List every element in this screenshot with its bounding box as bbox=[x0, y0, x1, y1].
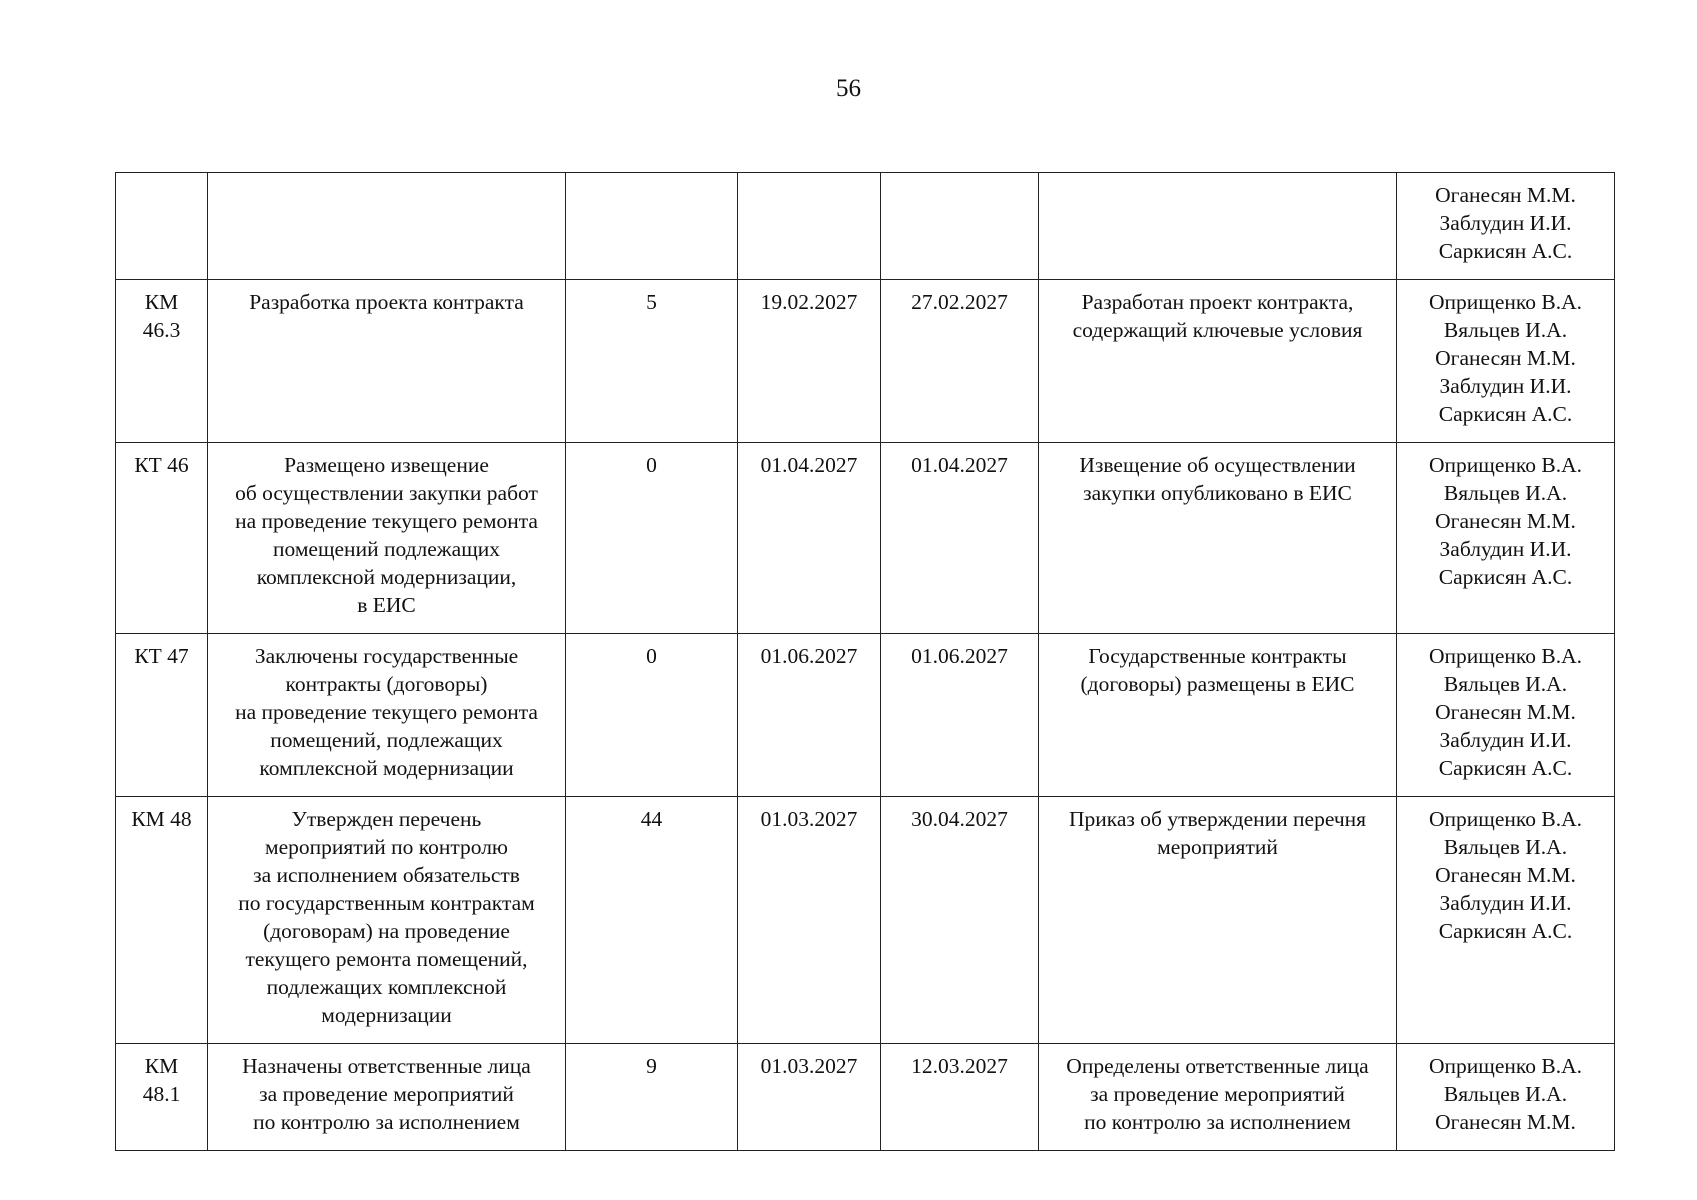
cell-duration: 0 bbox=[566, 443, 738, 634]
cell-start-date: 01.04.2027 bbox=[738, 443, 881, 634]
table-row bbox=[116, 280, 1615, 443]
cell-start-date: 01.03.2027 bbox=[738, 1044, 881, 1151]
plan-table bbox=[115, 172, 1615, 1151]
cell-code: КТ 47 bbox=[116, 634, 208, 797]
cell-result: Государственные контракты (договоры) размещены в ЕИС bbox=[1039, 634, 1397, 797]
cell-responsible: Оприщенко В.А. Вяльцев И.А. Оганесян М.М. Заблудин И.И. Саркисян А.С. bbox=[1397, 634, 1615, 797]
cell-result: Разработан проект контракта, содержащий ключевые условия bbox=[1039, 280, 1397, 443]
cell-duration: 5 bbox=[566, 280, 738, 443]
cell-end-date: 12.03.2027 bbox=[881, 1044, 1039, 1151]
cell-name: Утвержден перечень мероприятий по контролю за исполнением обязательств по государственным контрактам (договорам) на проведение текущего ремонта помещений, подлежащих комплексной модернизации bbox=[208, 797, 566, 1044]
cell-result: Приказ об утверждении перечня мероприятий bbox=[1039, 797, 1397, 1044]
cell-responsible: Оприщенко В.А. Вяльцев И.А. Оганесян М.М. Заблудин И.И. Саркисян А.С. bbox=[1397, 797, 1615, 1044]
cell-start-date: 01.06.2027 bbox=[738, 634, 881, 797]
cell-end-date: 27.02.2027 bbox=[881, 280, 1039, 443]
cell-responsible: Оприщенко В.А. Вяльцев И.А. Оганесян М.М. bbox=[1397, 1044, 1615, 1151]
table-row bbox=[116, 443, 1615, 634]
cell-start-date: 01.03.2027 bbox=[738, 797, 881, 1044]
cell-duration bbox=[566, 173, 738, 280]
cell-code: КТ 46 bbox=[116, 443, 208, 634]
cell-start-date bbox=[738, 173, 881, 280]
cell-name: Заключены государственные контракты (договоры) на проведение текущего ремонта помещений, подлежащих комплексной модернизации bbox=[208, 634, 566, 797]
cell-end-date: 01.04.2027 bbox=[881, 443, 1039, 634]
cell-name: Размещено извещение об осуществлении закупки работ на проведение текущего ремонта помещений подлежащих комплексной модернизации, в ЕИС bbox=[208, 443, 566, 634]
cell-end-date: 01.06.2027 bbox=[881, 634, 1039, 797]
cell-name bbox=[208, 173, 566, 280]
table-row bbox=[116, 173, 1615, 280]
cell-duration: 9 bbox=[566, 1044, 738, 1151]
cell-result: Определены ответственные лица за проведение мероприятий по контролю за исполнением bbox=[1039, 1044, 1397, 1151]
cell-end-date bbox=[881, 173, 1039, 280]
cell-responsible: Оприщенко В.А. Вяльцев И.А. Оганесян М.М. Заблудин И.И. Саркисян А.С. bbox=[1397, 280, 1615, 443]
cell-code bbox=[116, 173, 208, 280]
cell-duration: 0 bbox=[566, 634, 738, 797]
cell-end-date: 30.04.2027 bbox=[881, 797, 1039, 1044]
cell-responsible: Оганесян М.М. Заблудин И.И. Саркисян А.С. bbox=[1397, 173, 1615, 280]
cell-responsible: Оприщенко В.А. Вяльцев И.А. Оганесян М.М. Заблудин И.И. Саркисян А.С. bbox=[1397, 443, 1615, 634]
cell-code: КМ 46.3 bbox=[116, 280, 208, 443]
cell-duration: 44 bbox=[566, 797, 738, 1044]
cell-result: Извещение об осуществлении закупки опубликовано в ЕИС bbox=[1039, 443, 1397, 634]
cell-code: КМ 48.1 bbox=[116, 1044, 208, 1151]
table-row bbox=[116, 797, 1615, 1044]
cell-start-date: 19.02.2027 bbox=[738, 280, 881, 443]
table-row bbox=[116, 634, 1615, 797]
cell-name: Назначены ответственные лица за проведение мероприятий по контролю за исполнением bbox=[208, 1044, 566, 1151]
page-number: 56 bbox=[836, 75, 861, 102]
table-row bbox=[116, 1044, 1615, 1151]
cell-code: КМ 48 bbox=[116, 797, 208, 1044]
cell-name: Разработка проекта контракта bbox=[208, 280, 566, 443]
cell-result bbox=[1039, 173, 1397, 280]
